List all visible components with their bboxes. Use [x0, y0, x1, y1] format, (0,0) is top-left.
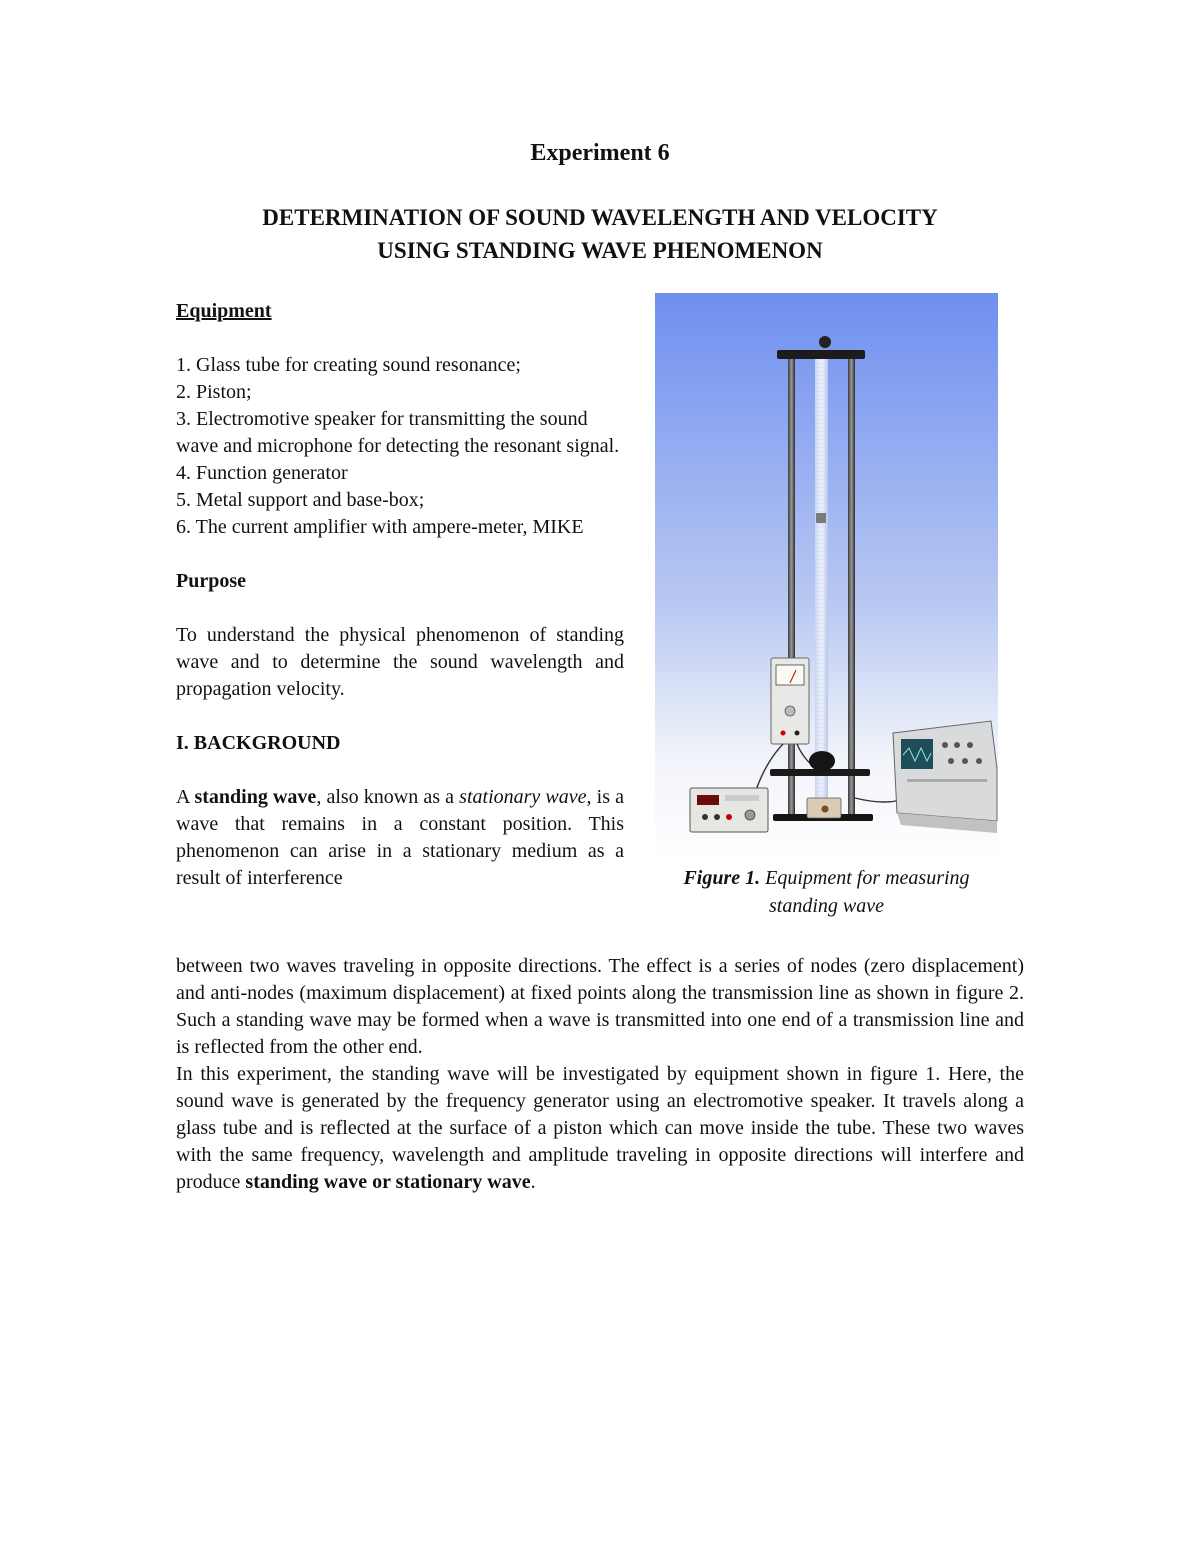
body-text — [176, 953, 1024, 1196]
purpose-heading: Purpose — [176, 570, 246, 592]
glass-tube — [815, 359, 828, 814]
equipment-heading: Equipment — [176, 300, 272, 322]
background-paragraph-2: In this experiment, the standing wave will be investigated by equipment shown in figure 1. Here, the sound wave is generated by the frequency generator using an electromotive speaker. It travels along a glass tube and is reflected at the surface of a piston which can move inside the tube. These two waves with the same frequency, wavelength and amplitude traveling in opposite directions will interfere and produce standing wave or stationary wave. — [176, 1063, 1024, 1193]
term-standing-wave: standing wave — [194, 786, 317, 808]
left-column — [176, 298, 624, 892]
document-title — [0, 201, 1200, 267]
equipment-item-3: 3. Electromotive speaker for transmitting the sound wave and microphone for detecting the resonant signal. — [176, 408, 620, 457]
function-generator — [690, 788, 768, 832]
term-stationary-wave: stationary wave — [459, 786, 587, 808]
equipment-item-6: 6. The current amplifier with ampere-meter, MIKE — [176, 516, 584, 538]
figure-caption: Figure 1. Equipment for measuring standing wave — [683, 867, 970, 917]
equipment-item-1: 1. Glass tube for creating sound resonance; — [176, 354, 521, 376]
title-line-1: DETERMINATION OF SOUND WAVELENGTH AND VELOCITY — [262, 205, 938, 230]
purpose-text: To understand the physical phenomenon of standing wave and to determine the sound wavelength and propagation velocity. — [176, 624, 624, 700]
title-line-2: USING STANDING WAVE PHENOMENON — [377, 238, 823, 263]
top-crossbar — [777, 350, 865, 359]
equipment-photo — [655, 293, 998, 863]
equipment-item-2: 2. Piston; — [176, 381, 252, 403]
oscilloscope — [893, 721, 997, 821]
equipment-item-5: 5. Metal support and base-box; — [176, 489, 425, 511]
figure-label: Figure 1. — [683, 867, 761, 889]
background-heading: I. BACKGROUND — [176, 732, 341, 754]
equipment-item-4: 4. Function generator — [176, 462, 348, 484]
support-rod-left — [788, 359, 795, 814]
term-standing-wave-or-stationary-wave: standing wave or stationary wave — [245, 1171, 531, 1193]
experiment-number: Experiment 6 — [530, 140, 670, 166]
background-paragraph-start: A standing wave, also known as a stationary wave, is a wave that remains in a constant position. This phenomenon can arise in a stationary medium as a result of interference — [176, 786, 624, 889]
background-paragraph-continued: between two waves traveling in opposite directions. The effect is a series of nodes (zero displacement) and anti-nodes (maximum displacement) at fixed points along the transmission line as shown in figure 2. Such a standing wave may be formed when a wave is transmitted into one end of a transmission line and is reflected from the other end. — [176, 955, 1024, 1058]
speaker — [809, 751, 835, 771]
support-rod-right — [848, 359, 855, 814]
